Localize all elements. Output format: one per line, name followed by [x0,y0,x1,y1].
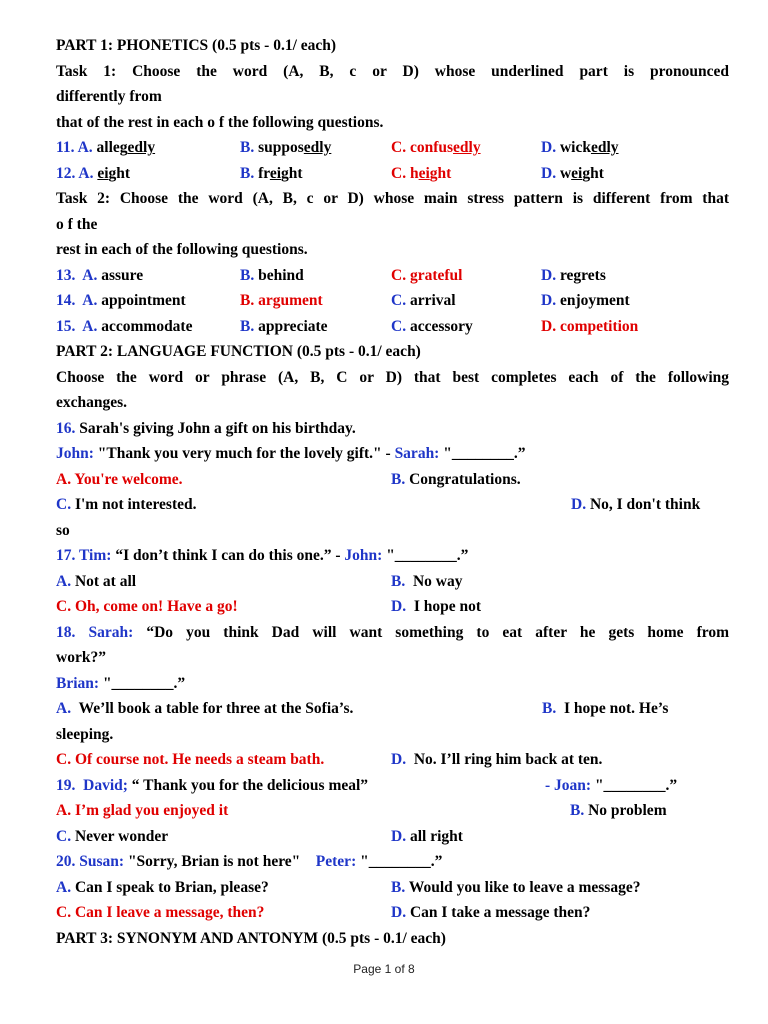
option-c-text: arrival [409,292,456,309]
question-16-stem: 16. Sarah's giving John a gift on his birthday. [56,419,356,437]
option-b-text: appreciate [258,317,328,335]
option-d-text: all right [409,827,463,845]
option-key: D. [391,751,407,768]
option-b-text: No problem [588,802,667,819]
option-c-answer: C. Oh, come on! Have a go! [56,598,238,615]
option-key: C. [391,317,407,335]
question-18-dialogue: 18. Sarah: “Do you think Dad will want something to eat after he gets home from [56,623,730,641]
option-b-text: supposedly [258,139,332,156]
option-d-text: I hope not [413,598,482,615]
option-b-text: freight [258,164,303,182]
option-a-text: Can I speak to Brian, please? [74,878,269,896]
page-footer: Page 1 of 8 [353,962,415,976]
speaker: John: [344,547,383,564]
option-key: A. [82,266,98,284]
question-19-options-ab [56,798,729,824]
question-14 [56,288,729,314]
option-key: D. [541,266,557,284]
option-a-text: assure [101,266,144,284]
question-13 [56,263,729,289]
speaker: Brian: [56,674,100,692]
option-key: C. [56,827,72,845]
option-d-answer: D. competition [541,317,639,335]
question-16-options-cd [56,492,729,518]
option-c-answer: C. grateful [391,266,463,284]
speaker: Tim: [78,547,112,564]
question-number: 19. [56,776,76,794]
option-key: B. [391,470,406,488]
option-key: A. [56,700,72,717]
question-number: 13. [56,266,76,284]
option-key: B. [240,139,255,156]
question-11 [56,135,729,161]
speaker: Susan: [79,853,125,870]
question-number: 14. [56,292,76,309]
question-18-options-ab [56,696,729,722]
speaker: - Joan: [545,776,592,794]
option-c-answer: C. Can I leave a message, then? [56,904,265,921]
option-key: D. [391,827,407,845]
part1-heading: PART 1: PHONETICS (0.5 pts - 0.1/ each) [56,37,337,54]
option-d-text: regrets [559,266,606,284]
option-a-text: accommodate [101,317,193,335]
option-key: B. [542,700,557,717]
question-number: 11. [56,139,75,156]
option-c-answer: C. confusedly [391,139,481,156]
option-key: B. [240,317,255,335]
question-15 [56,314,729,340]
option-b-text: No way [412,572,463,590]
option-key: B. [240,266,255,284]
question-number: 12. [56,164,76,182]
option-key: A. [82,317,98,335]
document-page [56,33,729,951]
question-16-options-ab [56,467,729,493]
option-key: B. [391,572,406,590]
option-c-text: accessory [409,317,473,335]
question-16-option-d-cont: so [56,521,70,539]
part2-instruction-line1: Choose the word or phrase (A, B, C or D) that best completes each of the following [56,368,729,386]
option-b-text: Congratulations. [409,470,521,488]
question-18-option-b-cont: sleeping. [56,725,114,743]
question-17-options-cd [56,594,729,620]
option-a-text: We’ll book a table for three at the Sofia’s. [78,700,354,717]
option-d-text: No, I don't think [589,496,701,513]
option-key: D. [391,598,407,615]
option-key: D. [391,904,407,921]
option-key: D. [571,496,587,513]
option-key: D. [541,139,557,156]
task1-instruction-line1: Task 1: Choose the word (A, B, c or D) whose underlined part is pronounced [56,62,729,80]
speaker: David; [83,776,128,794]
task2-instruction-line1: Task 2: Choose the word (A, B, c or D) whose main stress pattern is different from that [56,190,729,207]
option-c-text: I'm not interested. [74,496,197,513]
question-18-options-cd [56,747,729,773]
speaker: Sarah: [88,623,134,641]
option-key: A. [56,572,72,590]
part2-heading: PART 2: LANGUAGE FUNCTION (0.5 pts - 0.1/ each) [56,343,421,360]
task2-instruction-line2: o f the [56,215,98,233]
part2-instruction-line2: exchanges. [56,394,128,411]
option-key: C. [391,292,407,309]
part3-heading: PART 3: SYNONYM AND ANTONYM (0.5 pts - 0.1/ each) [56,929,446,947]
question-20-options-cd [56,900,729,926]
question-17-dialogue: 17. Tim: “I don’t think I can do this one.” - John: "________.” [56,547,469,564]
task1-instruction-line3: that of the rest in each o f the following questions. [56,113,384,131]
question-number: 20. [56,853,76,870]
option-d-text: weight [559,164,604,182]
option-a-answer: A. You're welcome. [56,470,183,488]
question-18-response: Brian: "________.” [56,674,186,692]
question-20-dialogue: 20. Susan: "Sorry, Brian is not here" Peter: "________.” [56,853,443,870]
option-a-text: Not at all [74,572,137,590]
option-d-text: wickedly [559,139,619,156]
option-d-text: enjoyment [559,292,630,309]
option-key: B. [391,878,406,896]
option-b-text: Would you like to leave a message? [408,878,641,896]
speaker: John: [56,445,94,462]
option-d-text: No. I’ll ring him back at ten. [413,751,603,768]
question-18-dialogue-cont: work?” [56,649,106,666]
option-a-text: eight [97,164,131,182]
question-12 [56,161,729,187]
option-b-text: behind [258,266,304,284]
option-key: B. [570,802,585,819]
task2-instruction-line3: rest in each of the following questions. [56,241,308,258]
option-key: A. [82,292,98,309]
question-number: 17. [56,547,76,564]
option-c-text: Never wonder [74,827,169,845]
option-c-answer: C. height [391,164,452,182]
option-b-text: I hope not. He’s [563,700,669,717]
option-key: D. [541,164,557,182]
option-a-answer: A. I’m glad you enjoyed it [56,802,229,819]
option-b-answer: B. argument [240,292,323,309]
option-key: A. [56,878,72,896]
option-c-answer: C. Of course not. He needs a steam bath. [56,751,325,768]
question-16-dialogue: John: "Thank you very much for the lovely gift." - Sarah: "________.” [56,445,526,462]
option-key: A. [77,139,93,156]
speaker: Sarah: [394,445,440,462]
question-19-dialogue: 19. David; “ Thank you for the delicious meal” - Joan: "________.” [56,776,678,794]
task1-instruction-line2: differently from [56,88,162,105]
option-key: C. [56,496,72,513]
question-20-options-ab [56,875,729,901]
option-a-text: appointment [101,292,186,309]
option-key: A. [78,164,94,182]
option-d-text: Can I take a message then? [409,904,591,921]
option-key: B. [240,164,255,182]
question-17-options-ab [56,569,729,595]
question-number: 18. [56,623,76,641]
option-key: D. [541,292,557,309]
option-a-text: allegedly [96,139,156,156]
question-number: 15. [56,317,76,335]
question-number: 16. [56,419,76,437]
speaker: Peter: [315,853,357,870]
question-19-options-cd [56,824,729,850]
